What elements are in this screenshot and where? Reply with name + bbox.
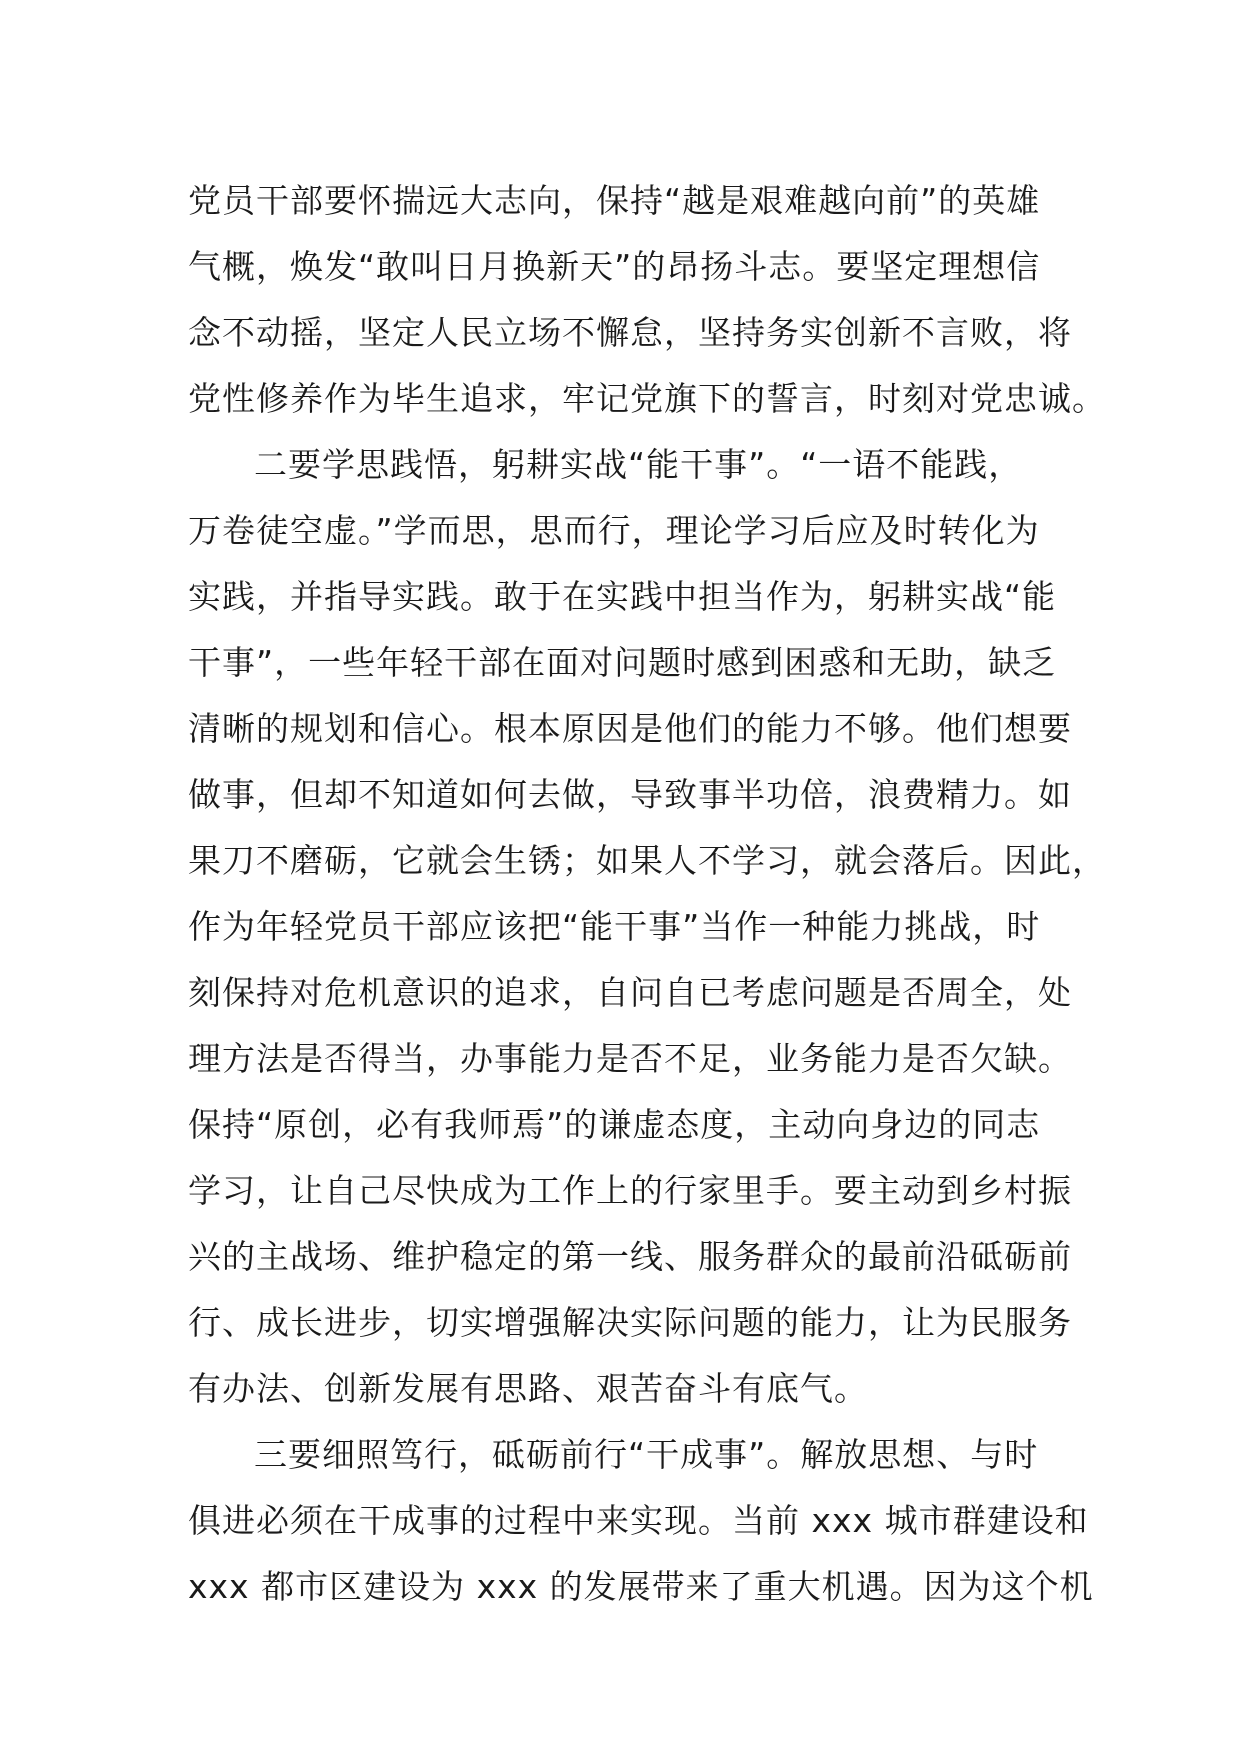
paragraph-line: 念不动摇，坚定人民立场不懈怠，坚持务实创新不言败，将 [188, 313, 1072, 352]
paragraph-line: 干事”，一些年轻干部在面对问题时感到困惑和无助，缺乏 [188, 643, 1057, 682]
paragraph-line: 气概，焕发“敢叫日月换新天”的昂扬斗志。要坚定理想信 [188, 247, 1041, 286]
paragraph-line: 万卷徒空虚。”学而思，思而行，理论学习后应及时转化为 [188, 511, 1040, 550]
paragraph-line: 党性修养作为毕生追求，牢记党旗下的誓言，时刻对党忠诚。 [188, 379, 1106, 418]
paragraph-line: 俱进必须在干成事的过程中来实现。当前 xxx 城市群建设和 [188, 1501, 1089, 1540]
paragraph-line: 党员干部要怀揣远大志向，保持“越是艰难越向前”的英雄 [188, 181, 1041, 220]
paragraph-line: 刻保持对危机意识的追求，自问自已考虑问题是否周全，处 [188, 973, 1072, 1012]
paragraph-line: 学习，让自己尽快成为工作上的行家里手。要主动到乡村振 [188, 1171, 1072, 1210]
paragraph-line: 行、成长进步，切实增强解决实际问题的能力，让为民服务 [188, 1303, 1072, 1342]
paragraph-line: xxx 都市区建设为 xxx 的发展带来了重大机遇。因为这个机 [188, 1567, 1094, 1606]
paragraph-line: 三要细照笃行，砥砺前行“干成事”。解放思想、与时 [254, 1435, 1039, 1474]
paragraph-3 [188, 1422, 1094, 1620]
paragraph-line: 实践，并指导实践。敢于在实践中担当作为，躬耕实战“能 [188, 577, 1057, 616]
paragraph-line: 理方法是否得当，办事能力是否不足，业务能力是否欠缺。 [188, 1039, 1072, 1078]
paragraph-line: 有办法、创新发展有思路、艰苦奋斗有底气。 [188, 1369, 868, 1408]
paragraph-1 [188, 168, 1106, 432]
paragraph-line: 清晰的规划和信心。根本原因是他们的能力不够。他们想要 [188, 709, 1072, 748]
paragraph-line: 作为年轻党员干部应该把“能干事”当作一种能力挑战，时 [188, 907, 1041, 946]
paragraph-line: 兴的主战场、维护稳定的第一线、服务群众的最前沿砥砺前 [188, 1237, 1072, 1276]
paragraph-2 [188, 432, 1106, 1422]
paragraph-line: 保持“原创，必有我师焉”的谦虚态度，主动向身边的同志 [188, 1105, 1041, 1144]
document-body [188, 168, 1106, 1620]
paragraph-line: 果刀不磨砺，它就会生锈；如果人不学习，就会落后。因此， [188, 841, 1106, 880]
paragraph-line: 做事，但却不知道如何去做，导致事半功倍，浪费精力。如 [188, 775, 1072, 814]
paragraph-line: 二要学思践悟，躬耕实战“能干事”。“一语不能践， [254, 445, 1023, 484]
